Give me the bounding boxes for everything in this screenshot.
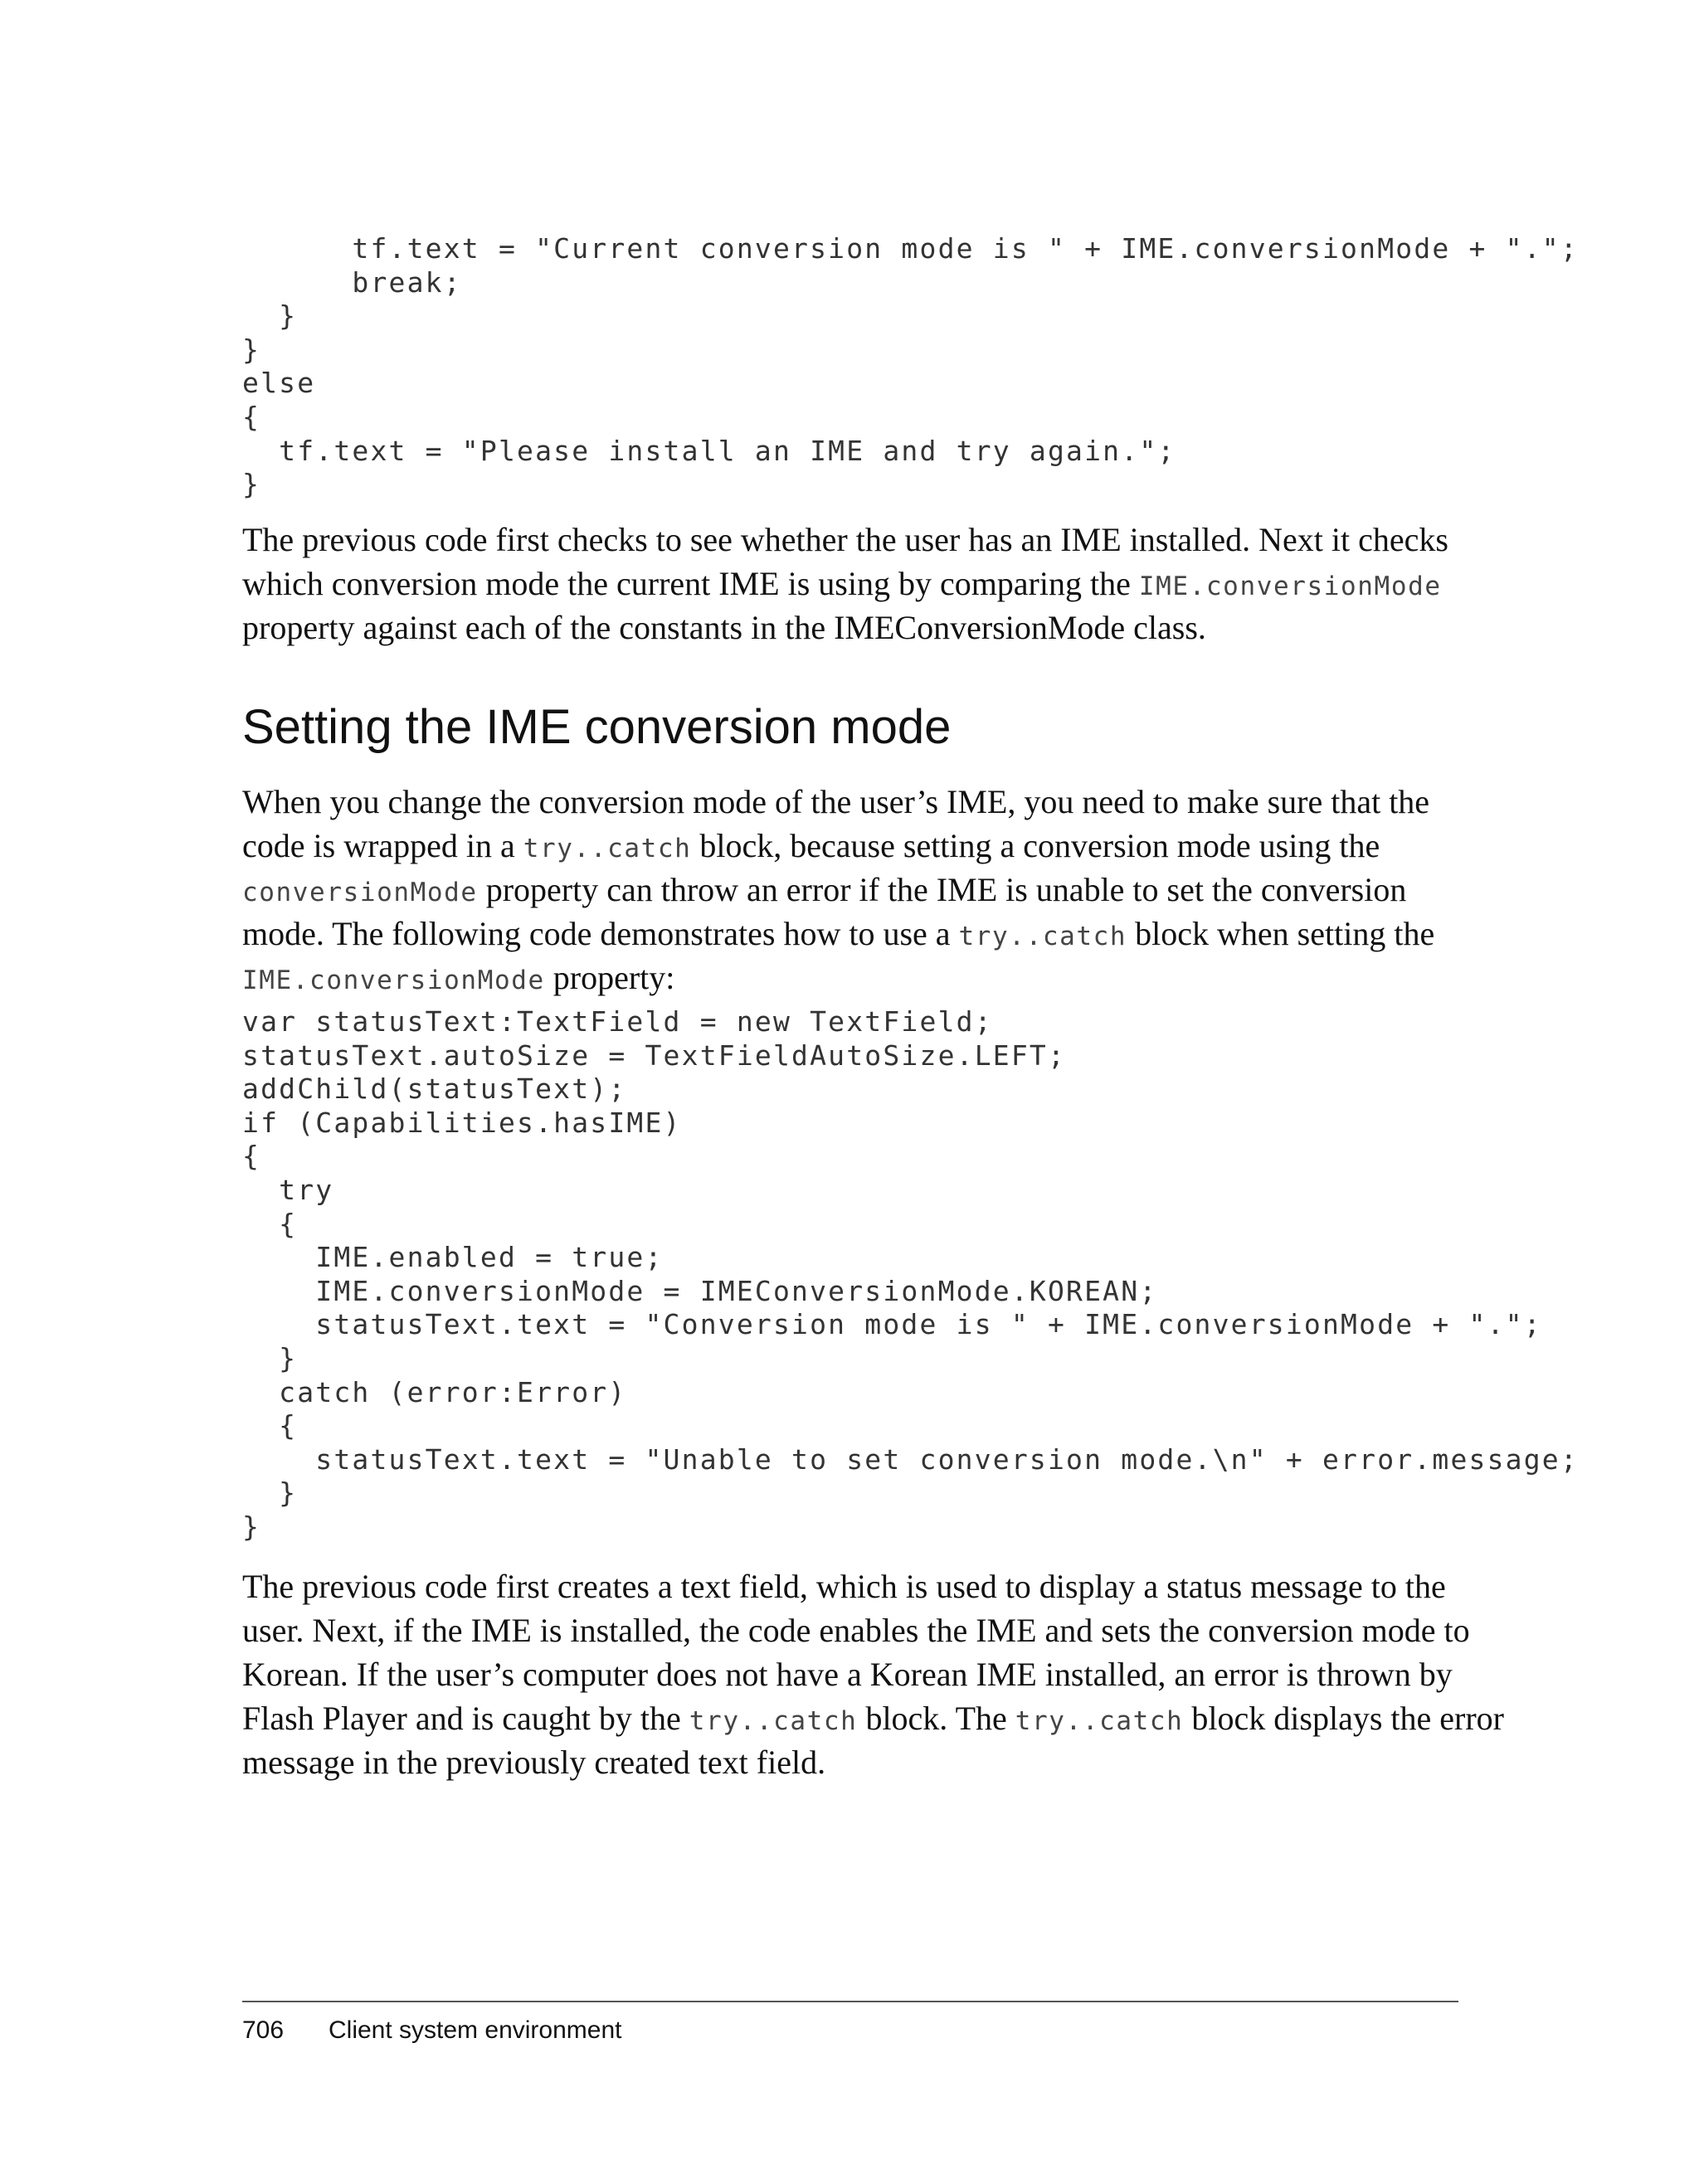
- paragraph-line: [242, 1564, 1453, 1608]
- text-run: block when setting the: [1127, 915, 1435, 952]
- paragraph-line: [242, 868, 1453, 912]
- text-run: block. The: [857, 1700, 1015, 1737]
- text-run: property:: [544, 959, 675, 996]
- code-line: }: [242, 468, 261, 501]
- paragraph-line: [242, 780, 1453, 824]
- inline-code: try..catch: [689, 1706, 858, 1736]
- code-line: {: [242, 400, 261, 433]
- paragraph-line: [242, 518, 1453, 562]
- code-line: }: [242, 333, 261, 366]
- paragraph-line: [242, 1696, 1504, 1740]
- code-line: IME.conversionMode = IMEConversionMode.KOREAN;: [242, 1274, 1158, 1307]
- footer-divider: [242, 2001, 1458, 2002]
- page-footer: [242, 2014, 621, 2047]
- text-run: message in the previously created text field.: [242, 1744, 826, 1781]
- inline-code: conversionMode: [242, 878, 478, 907]
- code-line: catch (error:Error): [242, 1375, 627, 1408]
- code-line: tf.text = "Current conversion mode is " + IME.conversionMode + ".";: [242, 232, 1579, 265]
- code-block-ime-check-end: [242, 232, 1579, 502]
- inline-code: IME.conversionMode: [1138, 572, 1442, 601]
- code-line: tf.text = "Please install an IME and try again.";: [242, 434, 1176, 467]
- page-number: 706: [242, 2016, 285, 2044]
- code-line: break;: [242, 265, 462, 299]
- footer-section-title: Client system environment: [329, 2016, 622, 2044]
- code-line: {: [242, 1207, 298, 1240]
- text-run: code is wrapped in a: [242, 827, 523, 864]
- paragraph-line: [242, 562, 1453, 606]
- paragraph-line: [242, 606, 1453, 649]
- code-line: try: [242, 1173, 334, 1206]
- code-line: statusText.text = "Unable to set conversion mode.\n" + error.message;: [242, 1442, 1579, 1476]
- paragraph-line: [242, 912, 1453, 956]
- text-run: mode. The following code demonstrates how to use a: [242, 915, 959, 952]
- text-run: The previous code first checks to see whether the user has an IME installed. Next it checks: [242, 521, 1448, 558]
- paragraph-line: [242, 1652, 1453, 1696]
- code-line: else: [242, 367, 316, 400]
- inline-code: IME.conversionMode: [242, 966, 545, 995]
- paragraph-try-catch-explanation: [242, 1564, 1504, 1784]
- text-run: The previous code first creates a text field, which is used to display a status message to the: [242, 1568, 1446, 1605]
- code-line: statusText.text = "Conversion mode is " + IME.conversionMode + ".";: [242, 1308, 1542, 1341]
- text-run: user. Next, if the IME is installed, the code enables the IME and sets the conversion mode to: [242, 1612, 1470, 1649]
- paragraph-line: [242, 1740, 1453, 1784]
- code-line: }: [242, 1476, 298, 1510]
- paragraph-line: [242, 956, 1453, 1000]
- code-line: }: [242, 299, 298, 333]
- code-line: }: [242, 1510, 261, 1543]
- code-line: {: [242, 1140, 261, 1173]
- code-line: IME.enabled = true;: [242, 1241, 664, 1274]
- code-line: statusText.autoSize = TextFieldAutoSize.LEFT;: [242, 1038, 1067, 1072]
- text-run: Korean. If the user’s computer does not have a Korean IME installed, an error is thrown by: [242, 1656, 1453, 1693]
- paragraph-previous-code-explanation: [242, 518, 1453, 649]
- code-line: addChild(statusText);: [242, 1073, 627, 1106]
- paragraph-line: [242, 1608, 1470, 1652]
- text-run: block displays the error: [1183, 1700, 1504, 1737]
- paragraph-setting-conversion-mode: [242, 780, 1453, 1000]
- text-run: block, because setting a conversion mode using the: [691, 827, 1380, 864]
- text-run: Flash Player and is caught by the: [242, 1700, 689, 1737]
- inline-code: try..catch: [958, 922, 1127, 951]
- paragraph-line: [242, 824, 1453, 868]
- code-line: var statusText:TextField = new TextField;: [242, 1005, 993, 1038]
- code-line: {: [242, 1409, 298, 1442]
- text-run: property against each of the constants in the IMEConversionMode class.: [242, 609, 1206, 646]
- inline-code: try..catch: [523, 834, 692, 863]
- text-run: When you change the conversion mode of the user’s IME, you need to make sure that the: [242, 783, 1430, 820]
- text-run: which conversion mode the current IME is using by comparing the: [242, 565, 1139, 602]
- text-run: property can throw an error if the IME is unable to set the conversion: [477, 871, 1407, 908]
- code-line: }: [242, 1341, 298, 1374]
- section-heading: Setting the IME conversion mode: [242, 700, 952, 754]
- inline-code: try..catch: [1015, 1706, 1184, 1736]
- code-block-try-catch: [242, 1005, 1579, 1544]
- code-line: if (Capabilities.hasIME): [242, 1106, 682, 1139]
